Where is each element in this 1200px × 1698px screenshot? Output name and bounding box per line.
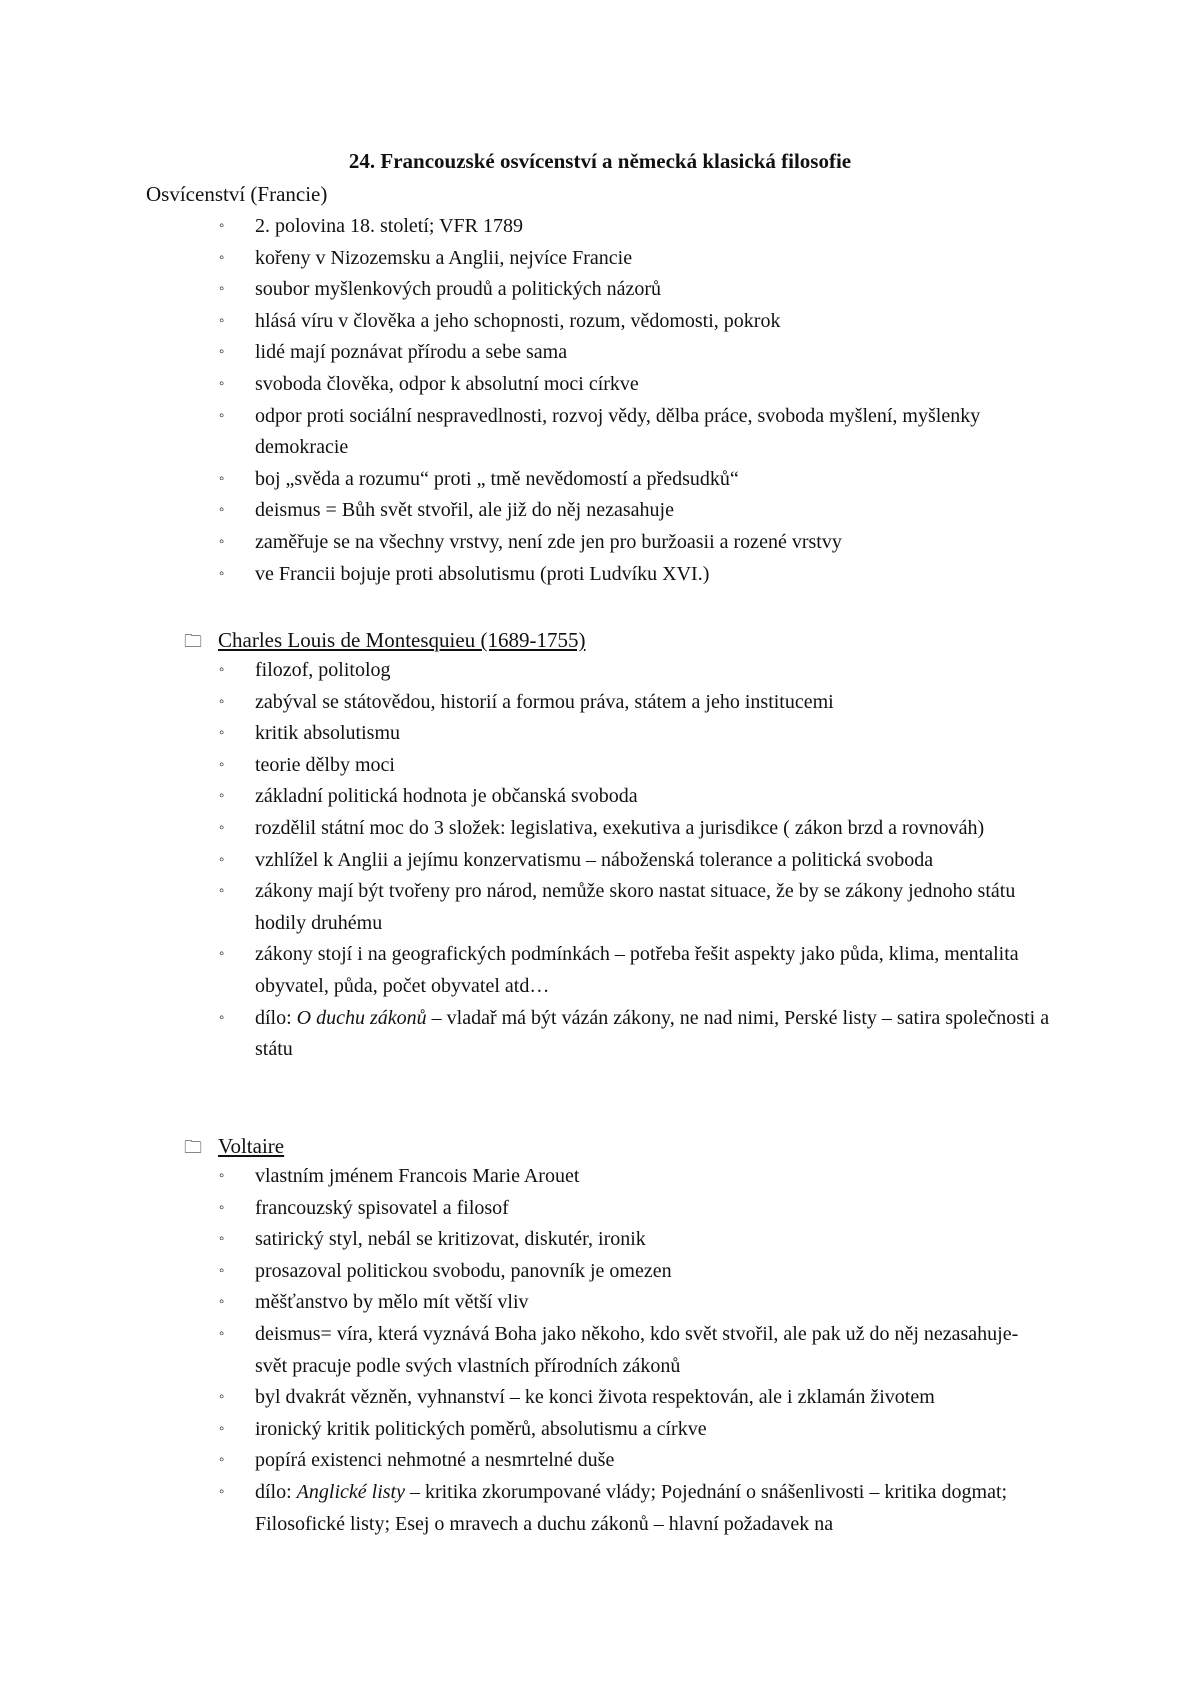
bullet-icon: ◦ [219,851,225,868]
voltaire-list [0,1161,1055,1540]
list-item: ◦ zákony mají být tvořeny pro národ, nemůže skoro nastat situace, že by se zákony jednoho státu hodily druhému [0,876,1055,939]
list-item: ◦ rozdělil státní moc do 3 složek: legislativa, exekutiva a jurisdikce ( zákon brzd a rovnováh) [0,813,1055,845]
section-name: Voltaire [218,1134,285,1158]
list-item: ◦ filozof, politolog [0,655,1055,687]
list-item: ◦ vlastním jménem Francois Marie Arouet [0,1161,1055,1193]
section-heading-montesquieu [184,627,585,654]
list-item: ◦ boj „svěda a rozumu“ proti „ tmě nevědomostí a předsudků“ [0,464,1055,496]
section-heading-voltaire [184,1133,284,1160]
list-item: ◦ prosazoval politickou svobodu, panovník je omezen [0,1256,1055,1288]
bullet-icon: ◦ [219,502,225,519]
folder-icon: 🗀 [184,631,202,651]
bullet-icon: ◦ [219,1168,225,1184]
bullet-icon: ◦ [219,470,225,487]
bullet-icon: ◦ [219,344,225,361]
list-item: ◦ deismus = Bůh svět stvořil, ale již do něj nezasahuje [0,495,1055,527]
enlightenment-list [0,211,1055,590]
bullet-icon: ◦ [219,533,225,550]
section-heading-enlightenment: Osvícenství (Francie) [146,182,328,206]
list-item: ◦ zabýval se státovědou, historií a formou práva, státem a jeho institucemi [0,687,1055,719]
bullet-icon: ◦ [219,249,225,266]
list-item: ◦ dílo: Anglické listy – kritika zkorumpované vlády; Pojednání o snášenlivosti – kritika dogmat; Filosofické listy; Esej o mravech a duchu zákonů – hlavní požadavek na [0,1477,1055,1540]
bullet-icon: ◦ [219,1231,225,1248]
bullet-icon: ◦ [219,693,225,710]
list-item: ◦ zaměřuje se na všechny vrstvy, není zde jen pro buržoasii a rozené vrstvy [0,527,1055,559]
bullet-icon: ◦ [219,1452,225,1469]
list-item: ◦ dílo: O duchu zákonů – vladař má být vázán zákony, ne nad nimi, Perské listy – satira společnosti a státu [0,1003,1055,1066]
bullet-icon: ◦ [219,1420,225,1437]
bullet-icon: ◦ [219,946,225,963]
bullet-icon: ◦ [219,1389,225,1406]
bullet-icon: ◦ [219,1325,225,1342]
section-name: Charles Louis de Montesquieu (1689-1755) [218,628,586,652]
list-item: ◦ byl dvakrát vězněn, vyhnanství – ke konci života respektován, ale i zklamán životem [0,1382,1055,1414]
list-item: ◦ 2. polovina 18. století; VFR 1789 [0,211,1055,243]
list-item: ◦ satirický styl, nebál se kritizovat, diskutér, ironik [0,1224,1055,1256]
bullet-icon: ◦ [219,312,225,329]
bullet-icon: ◦ [219,1483,225,1500]
list-item: ◦ základní politická hodnota je občanská svoboda [0,781,1055,813]
bullet-icon: ◦ [219,218,225,234]
list-item: ◦ zákony stojí i na geografických podmínkách – potřeba řešit aspekty jako půda, klima, mentalita obyvatel, půda, počet obyvatel atd… [0,939,1055,1002]
list-item: ◦ teorie dělby moci [0,750,1055,782]
bullet-icon: ◦ [219,375,225,392]
montesquieu-list [0,655,1055,1066]
bullet-icon: ◦ [219,725,225,742]
list-item: ◦ ve Francii bojuje proti absolutismu (proti Ludvíku XVI.) [0,559,1055,591]
list-item: ◦ lidé mají poznávat přírodu a sebe sama [0,337,1055,369]
list-item: ◦ vzhlížel k Anglii a jejímu konzervatismu – náboženská tolerance a politická svoboda [0,845,1055,877]
list-item: ◦ měšťanstvo by mělo mít větší vliv [0,1287,1055,1319]
list-item: ◦ hlásá víru v člověka a jeho schopnosti, rozum, vědomosti, pokrok [0,306,1055,338]
bullet-icon: ◦ [219,819,225,836]
bullet-icon: ◦ [219,281,225,298]
bullet-icon: ◦ [219,1262,225,1279]
bullet-icon: ◦ [219,407,225,424]
list-item: ◦ deismus= víra, která vyznává Boha jako někoho, kdo svět stvořil, ale pak už do něj nezasahuje- svět pracuje podle svých vlastních přírodních zákonů [0,1319,1055,1382]
list-item: ◦ kritik absolutismu [0,718,1055,750]
bullet-icon: ◦ [219,788,225,805]
list-item: ◦ francouzský spisovatel a filosof [0,1193,1055,1225]
bullet-icon: ◦ [219,883,225,900]
list-item: ◦ popírá existenci nehmotné a nesmrtelné duše [0,1445,1055,1477]
list-item: ◦ svoboda člověka, odpor k absolutní moci církve [0,369,1055,401]
list-item: ◦ ironický kritik politických poměrů, absolutismu a církve [0,1414,1055,1446]
bullet-icon: ◦ [219,662,225,678]
bullet-icon: ◦ [219,756,225,773]
list-item: ◦ soubor myšlenkových proudů a politických názorů [0,274,1055,306]
page-title: 24. Francouzské osvícenství a německá klasická filosofie [348,149,852,173]
bullet-icon: ◦ [219,565,225,582]
bullet-icon: ◦ [219,1199,225,1216]
bullet-icon: ◦ [219,1009,225,1026]
folder-icon: 🗀 [184,1137,202,1157]
list-item: ◦ odpor proti sociální nespravedlnosti, rozvoj vědy, dělba práce, svoboda myšlení, myšlenky demokracie [0,401,1055,464]
bullet-icon: ◦ [219,1294,225,1311]
list-item: ◦ kořeny v Nizozemsku a Anglii, nejvíce Francie [0,243,1055,275]
